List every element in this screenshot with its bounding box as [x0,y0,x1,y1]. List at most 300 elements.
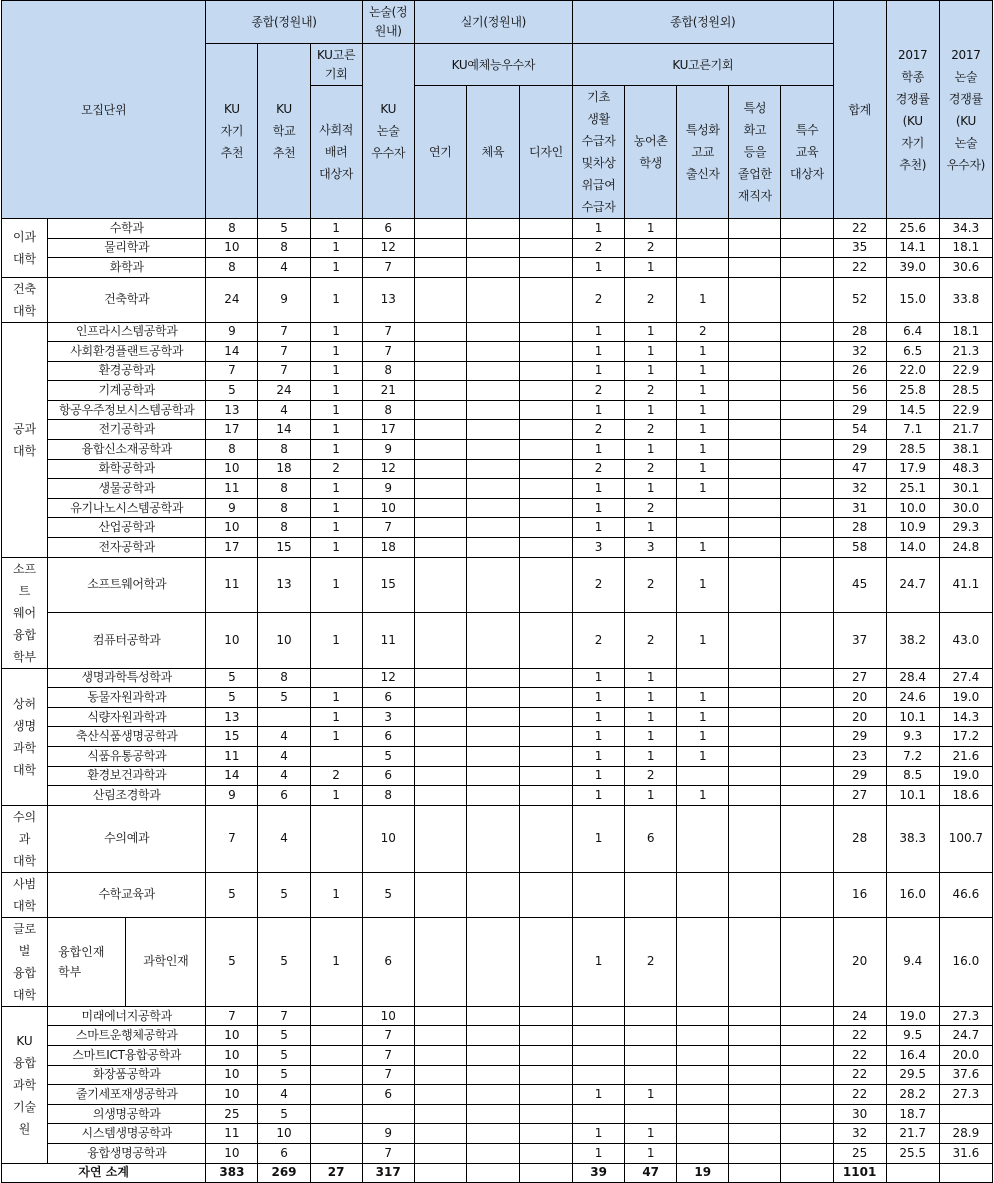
rate-nonsul-cell: 30.6 [939,258,992,278]
quota-cell: 10 [206,238,258,258]
table-row [2,707,993,727]
dept-name: 건축학과 [48,277,206,322]
rate-self-cell: 29.5 [886,1065,939,1085]
rate-nonsul-cell: 20.0 [939,1045,992,1065]
quota-cell: 1 [310,688,362,708]
rate-nonsul-cell: 16.0 [939,917,992,1006]
total-cell: 22 [833,1045,886,1065]
total-cell: 23 [833,747,886,767]
quota-cell [781,747,833,767]
dept-name: 수학과 [48,219,206,239]
quota-cell [729,258,781,278]
quota-cell: 4 [258,400,310,420]
quota-cell: 1 [677,400,729,420]
quota-cell: 24 [258,381,310,401]
quota-cell: 1 [310,361,362,381]
quota-cell [781,786,833,806]
quota-cell [729,277,781,322]
quota-cell: 1 [625,727,677,747]
header-col-basic-living: 기초 생활 수급자 및차상 위급여 수급자 [573,86,625,219]
quota-cell [519,498,572,518]
quota-cell [729,479,781,499]
quota-cell [414,219,466,239]
rate-self-cell: 10.0 [886,498,939,518]
rate-nonsul-cell: 18.1 [939,238,992,258]
quota-cell [519,459,572,479]
quota-cell [781,766,833,786]
quota-cell [573,1026,625,1046]
quota-cell: 1 [310,557,362,613]
quota-cell [310,668,362,688]
dept-name: 산림조경학과 [48,786,206,806]
quota-cell: 17 [206,420,258,440]
quota-cell [729,805,781,872]
quota-cell: 7 [258,342,310,362]
rate-self-cell: 6.5 [886,342,939,362]
table-row [2,786,993,806]
quota-cell: 1 [310,479,362,499]
quota-cell: 1 [310,707,362,727]
quota-cell [781,342,833,362]
quota-cell: 11 [206,1124,258,1144]
group-name: 글로 벌 융합 대학 [2,917,48,1006]
quota-cell: 6 [625,805,677,872]
quota-cell [519,238,572,258]
quota-cell [781,361,833,381]
quota-cell: 8 [362,400,414,420]
table-row [2,277,993,322]
quota-cell [519,400,572,420]
quota-cell [466,238,519,258]
quota-cell [729,727,781,747]
quota-cell: 1 [625,688,677,708]
rate-self-cell: 16.0 [886,872,939,917]
quota-cell [729,668,781,688]
total-cell: 28 [833,805,886,872]
quota-cell [414,361,466,381]
quota-cell: 1 [625,668,677,688]
header-unit: 모집단위 [2,1,206,219]
dept-name: 식품유통공학과 [48,747,206,767]
rate-self-cell: 17.9 [886,459,939,479]
quota-cell [729,361,781,381]
total-cell: 29 [833,440,886,460]
quota-cell: 1 [310,498,362,518]
quota-cell: 10 [206,1065,258,1085]
quota-cell [466,1045,519,1065]
quota-cell [519,420,572,440]
dept-name: 융합신소재공학과 [48,440,206,460]
header-col-sports: 체육 [466,86,519,219]
quota-cell [519,766,572,786]
quota-cell: 8 [206,219,258,239]
quota-cell: 1 [310,917,362,1006]
quota-cell [519,322,572,342]
quota-cell [414,1026,466,1046]
total-cell: 22 [833,219,886,239]
quota-cell [729,420,781,440]
quota-cell: 3 [362,707,414,727]
rate-self-cell: 24.6 [886,688,939,708]
quota-cell [466,688,519,708]
rate-nonsul-cell: 24.7 [939,1026,992,1046]
quota-cell: 4 [258,766,310,786]
quota-cell [519,381,572,401]
quota-cell [677,917,729,1006]
quota-cell: 1 [677,557,729,613]
quota-cell [729,613,781,669]
quota-cell [677,766,729,786]
quota-cell [466,1104,519,1124]
table-row [2,688,993,708]
table-row [2,1085,993,1105]
quota-cell [729,498,781,518]
quota-cell [414,479,466,499]
quota-cell [466,440,519,460]
quota-cell: 1 [310,518,362,538]
header-total: 합계 [833,1,886,219]
quota-cell [573,872,625,917]
rate-nonsul-cell: 21.3 [939,342,992,362]
quota-cell: 8 [362,361,414,381]
table-row [2,727,993,747]
total-cell: 54 [833,420,886,440]
quota-cell [729,786,781,806]
quota-cell: 14 [206,342,258,362]
quota-cell [414,381,466,401]
quota-cell: 8 [258,238,310,258]
quota-cell: 15 [362,557,414,613]
rate-self-cell: 24.7 [886,557,939,613]
quota-cell [414,322,466,342]
quota-cell: 1 [625,747,677,767]
header-yechae: KU예체능우수자 [414,44,572,86]
rate-self-cell: 14.5 [886,400,939,420]
quota-cell: 7 [362,1065,414,1085]
quota-cell [414,1045,466,1065]
header-jonghap-in: 종합(정원내) [206,1,362,44]
quota-cell [677,1045,729,1065]
table-row [2,747,993,767]
quota-cell [519,479,572,499]
quota-cell: 5 [258,1065,310,1085]
table-row [2,361,993,381]
quota-cell: 5 [258,1026,310,1046]
subtotal-cell: 317 [362,1163,414,1182]
total-cell: 27 [833,668,886,688]
quota-cell [466,917,519,1006]
quota-cell [414,277,466,322]
quota-cell [519,361,572,381]
quota-cell [466,747,519,767]
rate-self-cell: 6.4 [886,322,939,342]
quota-cell: 2 [573,613,625,669]
quota-cell: 2 [625,557,677,613]
quota-cell [625,1104,677,1124]
quota-cell: 9 [362,479,414,499]
quota-cell [729,342,781,362]
subtotal-cell: 27 [310,1163,362,1182]
quota-cell: 4 [258,1085,310,1105]
rate-self-cell: 21.7 [886,1124,939,1144]
quota-cell [781,400,833,420]
quota-cell [414,459,466,479]
rate-self-cell: 28.5 [886,440,939,460]
quota-cell [677,258,729,278]
quota-cell [781,538,833,558]
quota-cell [781,1085,833,1105]
admission-table [1,0,993,1183]
quota-cell: 1 [573,219,625,239]
quota-cell [414,1124,466,1144]
quota-cell [519,1124,572,1144]
quota-cell [466,1006,519,1026]
quota-cell: 2 [625,277,677,322]
quota-cell [519,342,572,362]
quota-cell: 2 [625,238,677,258]
quota-cell: 1 [573,258,625,278]
quota-cell: 5 [362,872,414,917]
quota-cell: 7 [206,1006,258,1026]
quota-cell: 2 [573,557,625,613]
quota-cell: 1 [677,277,729,322]
quota-cell: 10 [206,613,258,669]
quota-cell [781,707,833,727]
header-nonsul-in: 논술(정 원내) [362,1,414,44]
rate-self-cell: 25.1 [886,479,939,499]
quota-cell: 12 [362,668,414,688]
rate-self-cell: 38.3 [886,805,939,872]
rate-self-cell: 9.4 [886,917,939,1006]
rate-nonsul-cell: 18.1 [939,322,992,342]
quota-cell [466,786,519,806]
table-row [2,1045,993,1065]
quota-cell [781,688,833,708]
quota-cell: 3 [573,538,625,558]
header-col-ku-self: KU 자기 추천 [206,44,258,219]
total-cell: 37 [833,613,886,669]
quota-cell: 10 [206,1085,258,1105]
total-cell: 28 [833,518,886,538]
quota-cell: 1 [310,872,362,917]
table-row [2,342,993,362]
dept-name: 의생명공학과 [48,1104,206,1124]
total-cell: 52 [833,277,886,322]
quota-cell [310,747,362,767]
quota-cell [677,1124,729,1144]
subtotal-total: 1101 [833,1163,886,1182]
quota-cell: 2 [625,459,677,479]
quota-cell: 1 [573,688,625,708]
quota-cell [781,917,833,1006]
quota-cell: 1 [677,342,729,362]
quota-cell [729,872,781,917]
quota-cell: 9 [206,322,258,342]
total-cell: 25 [833,1143,886,1163]
rate-nonsul-cell [939,1104,992,1124]
quota-cell [519,1143,572,1163]
quota-cell: 6 [362,688,414,708]
quota-cell: 10 [206,1143,258,1163]
rate-self-cell: 28.4 [886,668,939,688]
header-col-special-edu: 특수 교육 대상자 [781,86,833,219]
quota-cell [677,498,729,518]
quota-cell [729,557,781,613]
quota-cell [466,342,519,362]
quota-cell: 1 [625,707,677,727]
dept-name: 화학공학과 [48,459,206,479]
quota-cell [414,688,466,708]
rate-nonsul-cell: 28.9 [939,1124,992,1144]
table-row [2,498,993,518]
quota-cell [519,538,572,558]
table-row [2,459,993,479]
quota-cell: 7 [362,1045,414,1065]
rate-nonsul-cell: 14.3 [939,707,992,727]
dept-name: 컴퓨터공학과 [48,613,206,669]
quota-cell: 1 [573,361,625,381]
quota-cell: 10 [206,518,258,538]
total-cell: 32 [833,342,886,362]
quota-cell [573,1045,625,1065]
quota-cell [519,613,572,669]
table-row [2,322,993,342]
quota-cell: 10 [206,1045,258,1065]
dept-name: 화장품공학과 [48,1065,206,1085]
quota-cell: 1 [677,420,729,440]
quota-cell: 2 [310,766,362,786]
rate-nonsul-cell: 34.3 [939,219,992,239]
rate-self-cell: 7.2 [886,747,939,767]
quota-cell: 1 [573,440,625,460]
total-cell: 20 [833,917,886,1006]
table-row [2,557,993,613]
quota-cell: 12 [362,238,414,258]
rate-self-cell: 18.7 [886,1104,939,1124]
total-cell: 30 [833,1104,886,1124]
quota-cell [414,1065,466,1085]
quota-cell: 2 [625,917,677,1006]
dept-name: 스마트운행체공학과 [48,1026,206,1046]
header-jonghap-out: 종합(정원외) [573,1,834,44]
quota-cell [414,238,466,258]
quota-cell: 1 [625,219,677,239]
rate-self-cell: 10.1 [886,786,939,806]
quota-cell [519,707,572,727]
quota-cell: 1 [573,786,625,806]
quota-cell: 7 [362,1026,414,1046]
quota-cell: 17 [206,538,258,558]
quota-cell: 5 [258,219,310,239]
quota-cell [729,1124,781,1144]
rate-self-cell: 14.0 [886,538,939,558]
quota-cell: 11 [362,613,414,669]
quota-cell: 7 [362,258,414,278]
rate-self-cell: 19.0 [886,1006,939,1026]
dept-name: 동물자원과학과 [48,688,206,708]
quota-cell: 1 [677,381,729,401]
quota-cell: 7 [258,1006,310,1026]
rate-self-cell: 10.9 [886,518,939,538]
rate-self-cell: 25.8 [886,381,939,401]
quota-cell: 5 [206,917,258,1006]
quota-cell [519,786,572,806]
quota-cell [519,805,572,872]
quota-cell: 7 [362,1143,414,1163]
quota-cell [729,238,781,258]
quota-cell [729,1026,781,1046]
quota-cell: 8 [206,258,258,278]
total-cell: 24 [833,1006,886,1026]
quota-cell: 1 [573,498,625,518]
quota-cell [310,805,362,872]
quota-cell: 1 [573,479,625,499]
quota-cell: 10 [362,805,414,872]
quota-cell: 7 [206,805,258,872]
quota-cell: 10 [362,1006,414,1026]
quota-cell [519,1006,572,1026]
quota-cell [414,518,466,538]
quota-cell: 1 [310,238,362,258]
quota-cell [414,727,466,747]
quota-cell: 1 [310,381,362,401]
quota-cell: 15 [206,727,258,747]
total-cell: 16 [833,872,886,917]
quota-cell [781,219,833,239]
quota-cell: 8 [362,786,414,806]
rate-nonsul-cell: 30.1 [939,479,992,499]
quota-cell: 24 [206,277,258,322]
total-cell: 47 [833,459,886,479]
header-col-design: 디자인 [519,86,572,219]
quota-cell [414,707,466,727]
quota-cell: 1 [677,538,729,558]
quota-cell: 9 [362,440,414,460]
quota-cell [781,613,833,669]
quota-cell [729,219,781,239]
table-row [2,381,993,401]
quota-cell [519,1104,572,1124]
total-cell: 28 [833,322,886,342]
quota-cell [414,557,466,613]
quota-cell [414,786,466,806]
subtotal-cell: 39 [573,1163,625,1182]
quota-cell [466,1124,519,1144]
quota-cell: 1 [310,538,362,558]
quota-cell: 10 [258,613,310,669]
quota-cell [781,518,833,538]
total-cell: 22 [833,1065,886,1085]
quota-cell: 1 [573,518,625,538]
group-name: 소프 트 웨어 융합 학부 [2,557,48,668]
quota-cell: 2 [573,238,625,258]
rate-self-cell: 38.2 [886,613,939,669]
quota-cell [310,1065,362,1085]
quota-cell [310,1085,362,1105]
quota-cell [414,440,466,460]
rate-nonsul-cell: 27.3 [939,1006,992,1026]
quota-cell [519,1065,572,1085]
quota-cell [310,1143,362,1163]
quota-cell [258,707,310,727]
quota-cell [414,805,466,872]
quota-cell: 5 [206,872,258,917]
rate-nonsul-cell: 31.6 [939,1143,992,1163]
quota-cell [729,747,781,767]
dept-parent-name: 융합인재 학부 [48,917,126,1006]
dept-name: 과학인재 [126,917,206,1006]
quota-cell [414,1006,466,1026]
